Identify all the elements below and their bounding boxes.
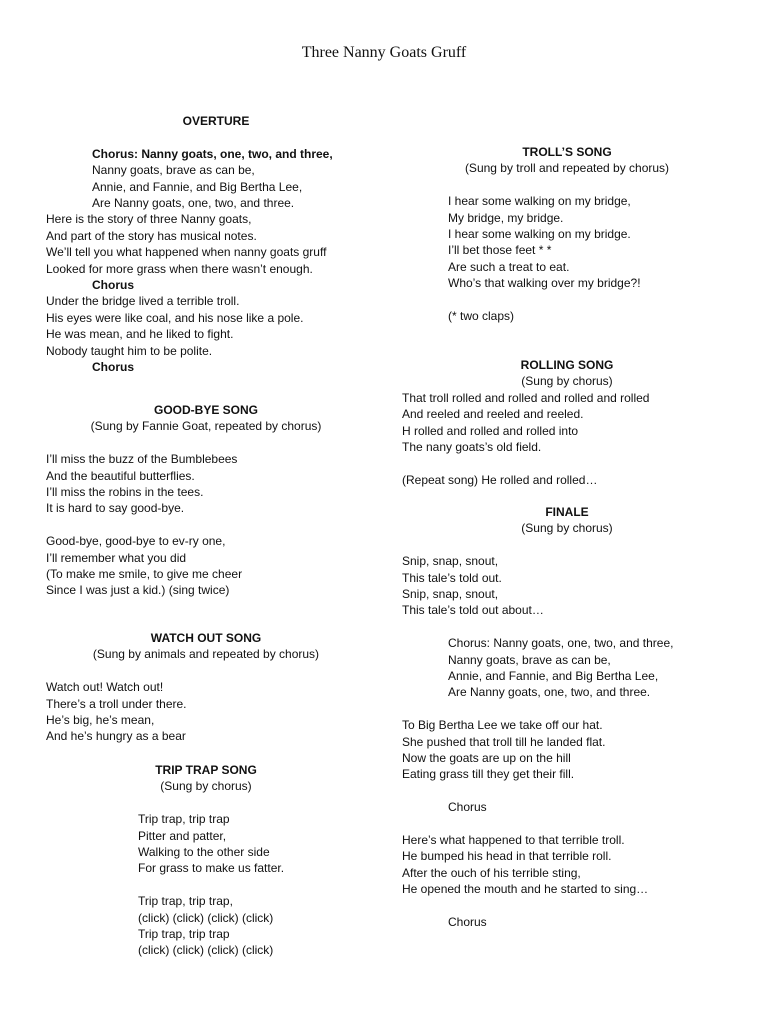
lyric-line <box>402 292 732 308</box>
lyric-line: She pushed that troll till he landed flat. <box>402 734 606 749</box>
overture-line: He was mean, and he liked to fight. <box>46 327 234 342</box>
chorus-line: Chorus: Nanny goats, one, two, and three, <box>448 636 674 651</box>
lyric-line: The nany goats’s old field. <box>402 440 542 455</box>
trolls-song-section <box>402 144 732 324</box>
watch-out-song-heading: WATCH OUT SONG <box>150 631 262 645</box>
lyric-line: Here’s what happened to that terrible troll. <box>402 833 625 848</box>
lyric-line: H rolled and rolled and rolled into <box>402 423 579 438</box>
document-title: Three Nanny Goats Gruff <box>301 44 467 61</box>
watch-out-song-section <box>46 630 366 745</box>
overture-line: Looked for more grass when there wasn’t enough. <box>46 261 313 276</box>
lyric-line: Snip, snap, snout, <box>402 554 499 569</box>
lyric-line <box>46 517 366 533</box>
lyric-line <box>402 455 732 471</box>
watch-out-song-subtitle: (Sung by animals and repeated by chorus) <box>92 647 320 662</box>
lyric-line: That troll rolled and rolled and rolled and rolled <box>402 390 650 405</box>
overture-line: Here is the story of three Nanny goats, <box>46 212 252 227</box>
finale-subtitle: (Sung by chorus) <box>521 521 613 536</box>
lyric-line: Good-bye, good-bye to ev-ry one, <box>46 534 226 549</box>
lyric-line: Pitter and patter, <box>138 828 227 843</box>
lyric-line: This tale’s told out about… <box>402 603 544 618</box>
lyric-line: And the beautiful butterflies. <box>46 468 195 483</box>
overture-line: His eyes were like coal, and his nose like a pole. <box>46 310 304 325</box>
lyric-line: (Repeat song) He rolled and rolled… <box>402 472 598 487</box>
lyric-line: I’ll miss the buzz of the Bumblebees <box>46 452 238 467</box>
overture-heading: OVERTURE <box>182 114 250 128</box>
lyric-line: I’ll miss the robins in the tees. <box>46 485 204 500</box>
lyric-line: (To make me smile, to give me cheer <box>46 567 243 582</box>
finale-section <box>402 504 732 930</box>
lyric-line: There’s a troll under there. <box>46 696 187 711</box>
lyric-line: And he’s hungry as a bear <box>46 729 186 744</box>
finale-heading: FINALE <box>545 505 589 519</box>
rolling-song-heading: ROLLING SONG <box>520 358 614 372</box>
lyric-line: Trip trap, trip trap, <box>138 894 233 909</box>
trolls-song-subtitle: (Sung by troll and repeated by chorus) <box>464 161 670 176</box>
lyric-line: Since I was just a kid.) (sing twice) <box>46 583 230 598</box>
overture-line: And part of the story has musical notes. <box>46 228 257 243</box>
lyric-line <box>46 877 366 893</box>
lyric-line: He bumped his head in that terrible roll. <box>402 849 612 864</box>
lyric-line: He opened the mouth and he started to sing… <box>402 882 649 897</box>
lyric-line: I hear some walking on my bridge. <box>448 227 631 242</box>
lyric-line: For grass to make us fatter. <box>138 861 285 876</box>
chorus-line: Annie, and Fannie, and Big Bertha Lee, <box>448 669 659 684</box>
lyric-line: Snip, snap, snout, <box>402 587 499 602</box>
overture-section <box>46 113 386 375</box>
overture-line: Chorus: Nanny goats, one, two, and three, <box>92 146 333 161</box>
overture-line: Under the bridge lived a terrible troll. <box>46 294 240 309</box>
lyric-line: Walking to the other side <box>138 845 270 860</box>
lyric-line: I’ll remember what you did <box>46 550 187 565</box>
lyric-line: Trip trap, trip trap <box>138 812 230 827</box>
lyric-line: This tale’s told out. <box>402 570 502 585</box>
lyric-line: To Big Bertha Lee we take off our hat. <box>402 718 603 733</box>
lyric-line: (click) (click) (click) (click) <box>138 910 274 925</box>
lyric-line: Now the goats are up on the hill <box>402 751 571 766</box>
chorus-line: Nanny goats, brave as can be, <box>448 652 611 667</box>
trolls-song-heading: TROLL’S SONG <box>522 145 612 159</box>
overture-line: Are Nanny goats, one, two, and three. <box>92 196 295 211</box>
chorus-marker: Chorus <box>448 915 487 930</box>
rolling-song-section <box>402 357 732 488</box>
chorus-marker: Chorus <box>92 278 134 293</box>
lyric-line: And reeled and reeled and reeled. <box>402 407 584 422</box>
lyric-line: I hear some walking on my bridge, <box>448 194 631 209</box>
lyric-line: It is hard to say good-bye. <box>46 501 185 516</box>
overture-line: Nanny goats, brave as can be, <box>92 163 255 178</box>
chorus-marker: Chorus <box>92 360 134 375</box>
trip-trap-song-section <box>46 762 366 959</box>
lyric-line: Watch out! Watch out! <box>46 680 164 695</box>
lyric-line: Who’s that walking over my bridge?! <box>448 276 641 291</box>
lyric-line: (click) (click) (click) (click) <box>138 943 274 958</box>
trip-trap-song-subtitle: (Sung by chorus) <box>160 779 252 794</box>
lyric-line: After the ouch of his terrible sting, <box>402 865 581 880</box>
lyric-line: Trip trap, trip trap <box>138 927 230 942</box>
goodbye-song-subtitle: (Sung by Fannie Goat, repeated by chorus) <box>90 419 322 434</box>
chorus-marker: Chorus <box>448 800 487 815</box>
overture-line: Annie, and Fannie, and Big Bertha Lee, <box>92 179 303 194</box>
lyric-line: Are such a treat to eat. <box>448 259 570 274</box>
overture-line: We’ll tell you what happened when nanny goats gruff <box>46 245 327 260</box>
rolling-song-subtitle: (Sung by chorus) <box>521 374 613 389</box>
overture-line: Nobody taught him to be polite. <box>46 343 213 358</box>
lyric-line: I’ll bet those feet * * <box>448 243 552 258</box>
goodbye-song-heading: GOOD-BYE SONG <box>153 403 258 417</box>
lyric-line: My bridge, my bridge. <box>448 210 564 225</box>
trip-trap-song-heading: TRIP TRAP SONG <box>155 763 257 777</box>
lyric-line: Eating grass till they get their fill. <box>402 767 575 782</box>
lyric-line: (* two claps) <box>448 309 515 324</box>
lyric-line: He’s big, he’s mean, <box>46 713 155 728</box>
chorus-line: Are Nanny goats, one, two, and three. <box>448 685 651 700</box>
goodbye-song-section <box>46 402 366 599</box>
